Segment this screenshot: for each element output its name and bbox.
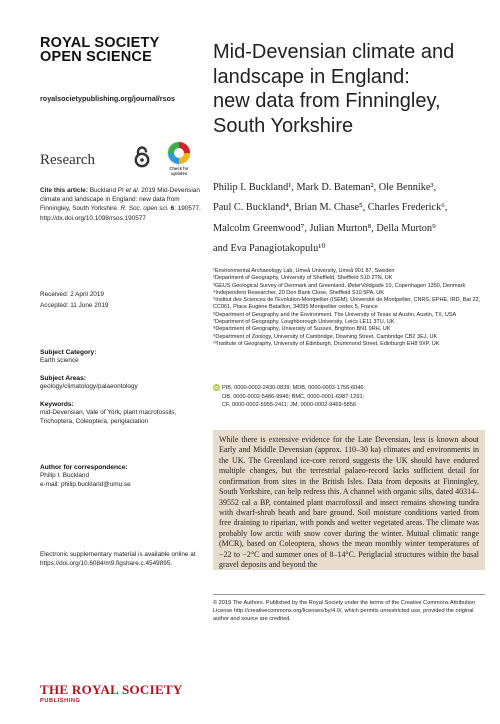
check-updates-line2: updates <box>170 170 188 176</box>
authors-line1: Philip I. Buckland¹, Mark D. Bateman², Ole Bennike³, <box>213 182 437 193</box>
correspondence-label: Author for correspondence: <box>40 464 128 471</box>
subject-areas-label: Subject Areas: <box>40 375 86 382</box>
cite-authors: Buckland PI <box>89 187 124 194</box>
orcid-line2[interactable]: OB, 0000-0002-5486-9946; BMC, 0000-0001-6987-1291; <box>222 393 365 400</box>
affiliation-6: ⁶Department of Geography and the Environment, The University of Texas at Austin, Austin, TX, USA <box>213 311 457 318</box>
article-title <box>213 40 483 138</box>
author-list <box>213 178 485 259</box>
affiliation-7: ⁷Department of Geography, Loughborough University, Leics LE11 3TU, UK <box>213 319 395 326</box>
orcid-line1[interactable]: PIB, 0000-0002-2430-0839; MDB, 0000-0003-1756-6046; <box>222 385 366 391</box>
royal-society-publishing: PUBLISHING <box>40 698 81 704</box>
affiliation-1: ¹Environmental Archaeology Lab, Umeå University, Umeå 901 87, Sweden <box>213 268 395 274</box>
citation-block <box>40 186 210 223</box>
orcid-icon: iD <box>214 385 219 391</box>
affiliation-10: ¹⁰Institute of Geography, University of Edinburgh, Drummond Street, Edinburgh EH8 9XP, UK <box>213 340 440 347</box>
affiliation-3: ³GEUS Geological Survey of Denmark and Greenland, ØsterVoldgade 10, Copenhagen 1350, Denmark <box>213 282 466 289</box>
title-line4: South Yorkshire <box>213 114 354 137</box>
subject-category <box>40 349 210 365</box>
orcid-list <box>213 384 485 410</box>
subject-category-value: Earth science <box>40 357 79 364</box>
check-updates-line1: Check for <box>169 166 189 171</box>
title-line3: new data from Finningley, <box>213 90 441 112</box>
cite-journal: R. Soc. open sci. <box>120 205 169 213</box>
cite-text: 2019 Mid-Devensian climate and landscape in England: new data from Finningley, South Yorkshire. <box>40 187 200 213</box>
journal-name-line2: OPEN SCIENCE <box>40 49 152 65</box>
subject-areas <box>40 375 210 391</box>
cite-et-al: et al. <box>125 187 140 194</box>
correspondence-email[interactable]: e-mail: philip.buckland@umu.se <box>40 481 131 488</box>
check-for-updates-icon <box>164 140 194 166</box>
license-statement: © 2019 The Authors. Published by the Royal Society under the terms of the Creative Commons Attribution License http://creativecommons.org/licenses/by/4.0/, which permits unrestricted use, provided the original author and source are credited. <box>213 594 485 623</box>
affiliation-4: ⁴Independent Researcher, 20 Den Bank Close, Sheffield S10 5PA, UK <box>213 289 384 296</box>
correspondence <box>40 464 210 489</box>
royal-society-logo: THE ROYAL SOCIETY <box>40 682 183 697</box>
journal-name <box>40 36 210 64</box>
affiliation-9: ⁹Department of Zoology, University of Cambridge, Downing Street, Cambridge CB2 3EJ, UK <box>213 333 438 340</box>
title-line2: landscape in England: <box>213 65 410 88</box>
affiliation-8: ⁸Department of Geography, University of Sussex, Brighton BN1 9RH, UK <box>213 326 391 333</box>
authors-line2: Paul C. Buckland⁴, Brian M. Chase⁵, Charles Frederick⁶, <box>213 202 448 214</box>
affiliations <box>213 268 485 348</box>
correspondence-name: Philip I. Buckland <box>40 472 90 479</box>
authors-line3: Malcolm Greenwood⁷, Julian Murton⁸, Della Murton⁹ <box>213 222 436 234</box>
received-date: Received: 2 April 2019 <box>40 291 104 298</box>
keywords-value: mid-Devensian, Vale of York, plant macrofossils, Trichoptera, Coleoptera, periglaciation <box>40 409 177 425</box>
affiliation-2: ²Department of Geography, University of Sheffield, Sheffield S10 2TN, UK <box>213 275 393 282</box>
keywords <box>40 401 210 426</box>
cite-article-number: : 190577. <box>174 205 201 213</box>
article-type: Research <box>40 152 95 168</box>
journal-url-link[interactable]: royalsocietypublishing.org/journal/rsos <box>40 94 175 103</box>
electronic-supplementary-material: Electronic supplementary material is available online at https://doi.org/10.6084/m9.figshare.c.4549895. <box>40 551 196 567</box>
affiliation-5: ⁵Institut des Sciences de l'Evolution-Montpellier (ISEM), Université de Montpellier, CNRS, EPHE, IRD, Bat 22, CC061, Place Eugène Bataillon, 34095 Montpellier cedex 5, France <box>213 297 481 311</box>
journal-name-line1: ROYAL SOCIETY <box>40 35 160 51</box>
abstract-box <box>213 430 485 570</box>
cite-doi-link[interactable]: http://dx.doi.org/10.1098/rsos.190577 <box>40 214 146 222</box>
cite-volume: 6 <box>170 205 175 213</box>
authors-line4: and Eva Panagiotakopulu¹⁰ <box>213 242 326 254</box>
keywords-label: Keywords: <box>40 401 74 408</box>
cite-label: Cite this article: <box>40 187 88 194</box>
orcid-line3[interactable]: CF, 0000-0002-5955-2411; JM, 0000-0002-9469-5856 <box>222 402 356 409</box>
abstract-text: While there is extensive evidence for the Late Devensian, less is known about Early and Middle Devensian (approx. 110–30 ka) climates and environments in the UK. The Greenland ice-core record suggests the UK should have endured multiple changes, but the terrestrial palaeo-record lacks sufficient detail for confirmation from sites in the British Isles. Data from deposits at Finningley, South Yorkshire, can help redress this. A channel with organic silts, dated 40314–39552 cal a BP, contained plant macrofossil and insect remains showing tundra with dwarf-shrub heath and bare ground. Soil moisture conditions varied from free draining to riparian, with ponds and wetter vegetated areas. The climate was probably low arctic with snow cover during the winter. Mutual climatic range (MCR), based on Coleoptera, shows the mean monthly winter temperatures of −22 to −2°C and summer ones of 8–14°C. Periglacial structures within the basal gravel deposits and beyond the <box>219 435 479 570</box>
check-for-updates-badge[interactable] <box>164 140 194 180</box>
accepted-date: Accepted: 11 June 2019 <box>40 302 109 309</box>
title-line1: Mid-Devensian climate and <box>213 41 455 63</box>
open-access-icon <box>133 146 151 168</box>
dates-block <box>40 289 210 311</box>
subject-areas-value: geology/climatology/palaeontology <box>40 383 138 390</box>
subject-category-label: Subject Category: <box>40 349 97 356</box>
